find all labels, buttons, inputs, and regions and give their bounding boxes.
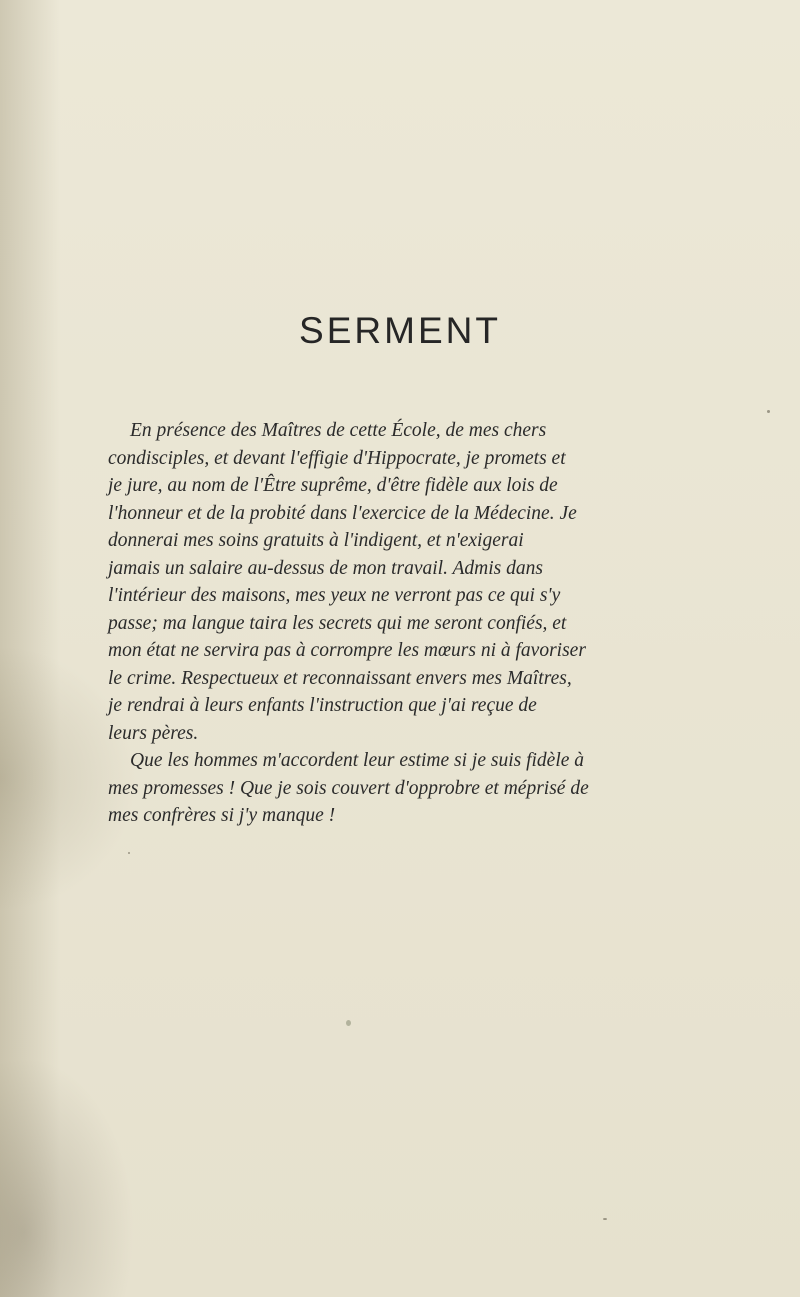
text-line: leurs pères. [108, 722, 199, 744]
text-line: mes promesses ! Que je sois couvert d'opprobre et méprisé de [108, 777, 589, 799]
document-title: SERMENT [299, 310, 501, 351]
text-line: le crime. Respectueux et reconnaissant envers mes Maîtres, [108, 667, 572, 689]
text-line: condisciples, et devant l'effigie d'Hippocrate, je promets et [108, 447, 566, 469]
text-line: passe; ma langue taira les secrets qui me seront confiés, et [108, 612, 567, 634]
paper-speck [346, 1020, 351, 1026]
paper-speck [128, 852, 130, 854]
oath-text [108, 417, 668, 830]
text-line: Que les hommes m'accordent leur estime si je suis fidèle à [130, 750, 585, 771]
paper-speck [767, 410, 770, 413]
text-line: l'honneur et de la probité dans l'exercice de la Médecine. Je [108, 502, 577, 524]
text-line: jamais un salaire au-dessus de mon travail. Admis dans [108, 557, 543, 579]
paper-speck [603, 1218, 607, 1220]
paragraph-1 [108, 417, 668, 747]
text-line: l'intérieur des maisons, mes yeux ne verront pas ce qui s'y [108, 585, 561, 606]
text-line: je rendrai à leurs enfants l'instruction que j'ai reçue de [108, 695, 537, 716]
text-line: mes confrères si j'y manque ! [108, 805, 336, 826]
text-line: donnerai mes soins gratuits à l'indigent, et n'exigerai [108, 530, 524, 551]
paragraph-2 [108, 747, 668, 830]
text-line: mon état ne servira pas à corrompre les mœurs ni à favoriser [108, 640, 586, 661]
text-line: En présence des Maîtres de cette École, de mes chers [130, 420, 547, 441]
text-line: je jure, au nom de l'Être suprême, d'être fidèle aux lois de [108, 475, 558, 496]
